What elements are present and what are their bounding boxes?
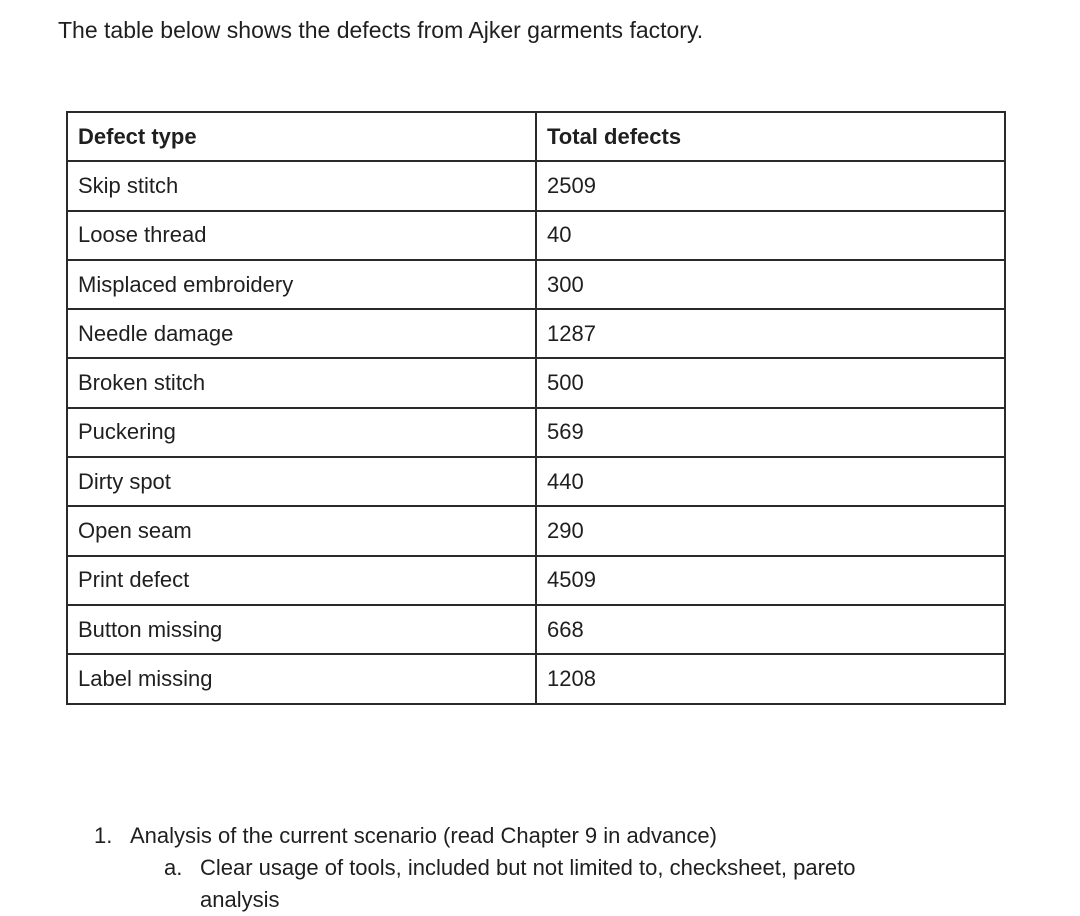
total-defects-cell: 2509 <box>536 161 1005 210</box>
sub-question-text: Clear usage of tools, included but not limited to, checksheet, pareto analysis <box>200 855 856 912</box>
question-number: 1. <box>94 823 113 848</box>
header-defect-type: Defect type <box>67 112 536 161</box>
sub-question-letter: a. <box>164 855 183 880</box>
total-defects-cell: 440 <box>536 457 1005 506</box>
total-defects-cell: 1208 <box>536 654 1005 703</box>
table-row <box>67 654 1005 703</box>
table-row <box>67 556 1005 605</box>
defect-type-cell: Needle damage <box>67 309 536 358</box>
total-defects-cell: 1287 <box>536 309 1005 358</box>
defect-type-cell: Dirty spot <box>67 457 536 506</box>
table-row <box>67 457 1005 506</box>
table-row <box>67 408 1005 457</box>
total-defects-cell: 569 <box>536 408 1005 457</box>
header-total-defects: Total defects <box>536 112 1005 161</box>
question-item <box>94 820 920 852</box>
total-defects-cell: 300 <box>536 260 1005 309</box>
defects-table <box>66 111 1006 705</box>
question-list <box>94 820 920 916</box>
table-row <box>67 211 1005 260</box>
total-defects-cell: 500 <box>536 358 1005 407</box>
defect-type-cell: Skip stitch <box>67 161 536 210</box>
table-header-row <box>67 112 1005 161</box>
table-row <box>67 161 1005 210</box>
defect-type-cell: Loose thread <box>67 211 536 260</box>
defect-type-cell: Print defect <box>67 556 536 605</box>
table-row <box>67 358 1005 407</box>
total-defects-cell: 668 <box>536 605 1005 654</box>
defect-type-cell: Broken stitch <box>67 358 536 407</box>
total-defects-cell: 40 <box>536 211 1005 260</box>
defect-type-cell: Button missing <box>67 605 536 654</box>
table-row <box>67 260 1005 309</box>
question-text: Analysis of the current scenario (read Chapter 9 in advance) <box>130 823 717 848</box>
table-row <box>67 605 1005 654</box>
defect-type-cell: Open seam <box>67 506 536 555</box>
total-defects-cell: 290 <box>536 506 1005 555</box>
table-row <box>67 506 1005 555</box>
defect-type-cell: Label missing <box>67 654 536 703</box>
intro-text: The table below shows the defects from Ajker garments factory. <box>58 17 704 43</box>
defect-type-cell: Misplaced embroidery <box>67 260 536 309</box>
defect-type-cell: Puckering <box>67 408 536 457</box>
sub-question-item <box>164 852 920 916</box>
table-row <box>67 309 1005 358</box>
total-defects-cell: 4509 <box>536 556 1005 605</box>
